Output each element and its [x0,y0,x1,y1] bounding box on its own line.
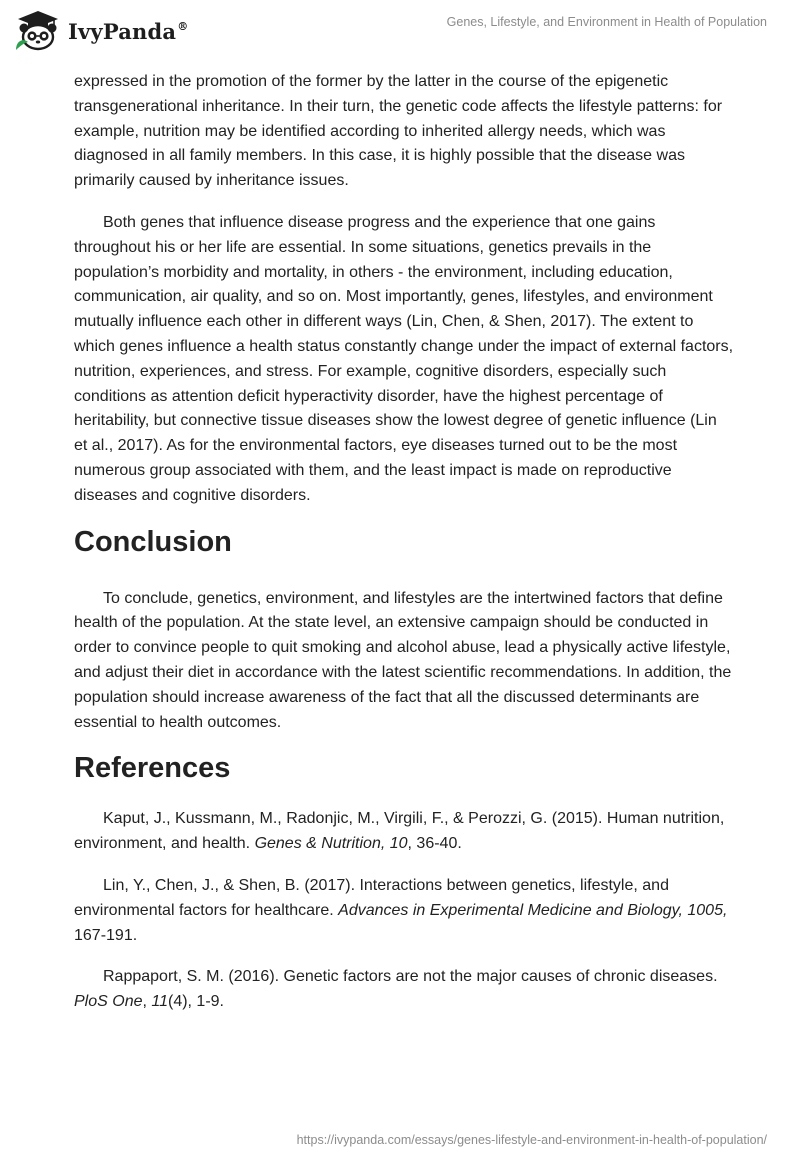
essay-body [74,70,734,1032]
page-header [0,0,800,70]
ivypanda-logo[interactable] [14,10,188,52]
panda-graduate-icon [14,10,62,52]
reference-entry: Rappaport, S. M. (2016). Genetic factors are not the major causes of chronic diseases. PloS One, 11(4), 1-9. [74,968,718,1011]
conclusion-heading: Conclusion [74,525,232,558]
conclusion-paragraph: To conclude, genetics, environment, and lifestyles are the intertwined factors that define health of the population. At the state level, an extensive campaign should be conducted in order to convince people to quit smoking and alcohol abuse, lead a physically active lifestyle, and adjust their diet in accordance with the latest scientific recommendations. In addition, the population should increase awareness of the fact that all the discussed determinants are essential to health outcomes. [74,589,732,731]
references-heading: References [74,752,231,785]
paragraph-continued: expressed in the promotion of the former by the latter in the course of the epigenetic transgenerational inheritance. In their turn, the genetic code affects the lifestyle patterns: for example, nutrition may be identified according to inherited allergy needs, which was diagnosed in all family members. In this case, it is highly possible that the disease was primarily caused by inheritance issues. [74,73,723,190]
source-url-link[interactable]: https://ivypanda.com/essays/genes-lifestyle-and-environment-in-health-of-population/ [296,1133,767,1147]
paragraph-genes-experience: Both genes that influence disease progress and the experience that one gains throughout his or her life are essential. In some situations, genetics prevails in the population’s morbidity and mortality, in others - the environment, including education, communication, air quality, and so on. Most importantly, genes, lifestyles, and environment mutually influence each other in different ways (Lin, Chen, & Shen, 2017). The extent to which genes influence a health status constantly change under the impact of external factors, nutrition, experiences, and stress. For example, cognitive disorders, especially such conditions as attention deficit hyperactivity disorder, have the highest percentage of heritability, but connective tissue diseases show the lowest degree of genetic influence (Lin et al., 2017). As for the environmental factors, eye diseases turned out to be the most numerous group associated with them, and the least impact is made on reproductive diseases and cognitive disorders. [74,213,734,504]
reference-entry: Lin, Y., Chen, J., & Shen, B. (2017). Interactions between genetics, lifestyle, and environmental factors for healthcare. Advances in Experimental Medicine and Biology, 1005, 167-191. [74,876,728,944]
document-title: Genes, Lifestyle, and Environment in Health of Population [446,15,767,29]
brand-name: IvyPanda® [68,18,189,44]
reference-entry: Kaput, J., Kussmann, M., Radonjic, M., Virgili, F., & Perozzi, G. (2015). Human nutrition, environment, and health. Genes & Nutrition, 10, 36-40. [74,810,725,853]
